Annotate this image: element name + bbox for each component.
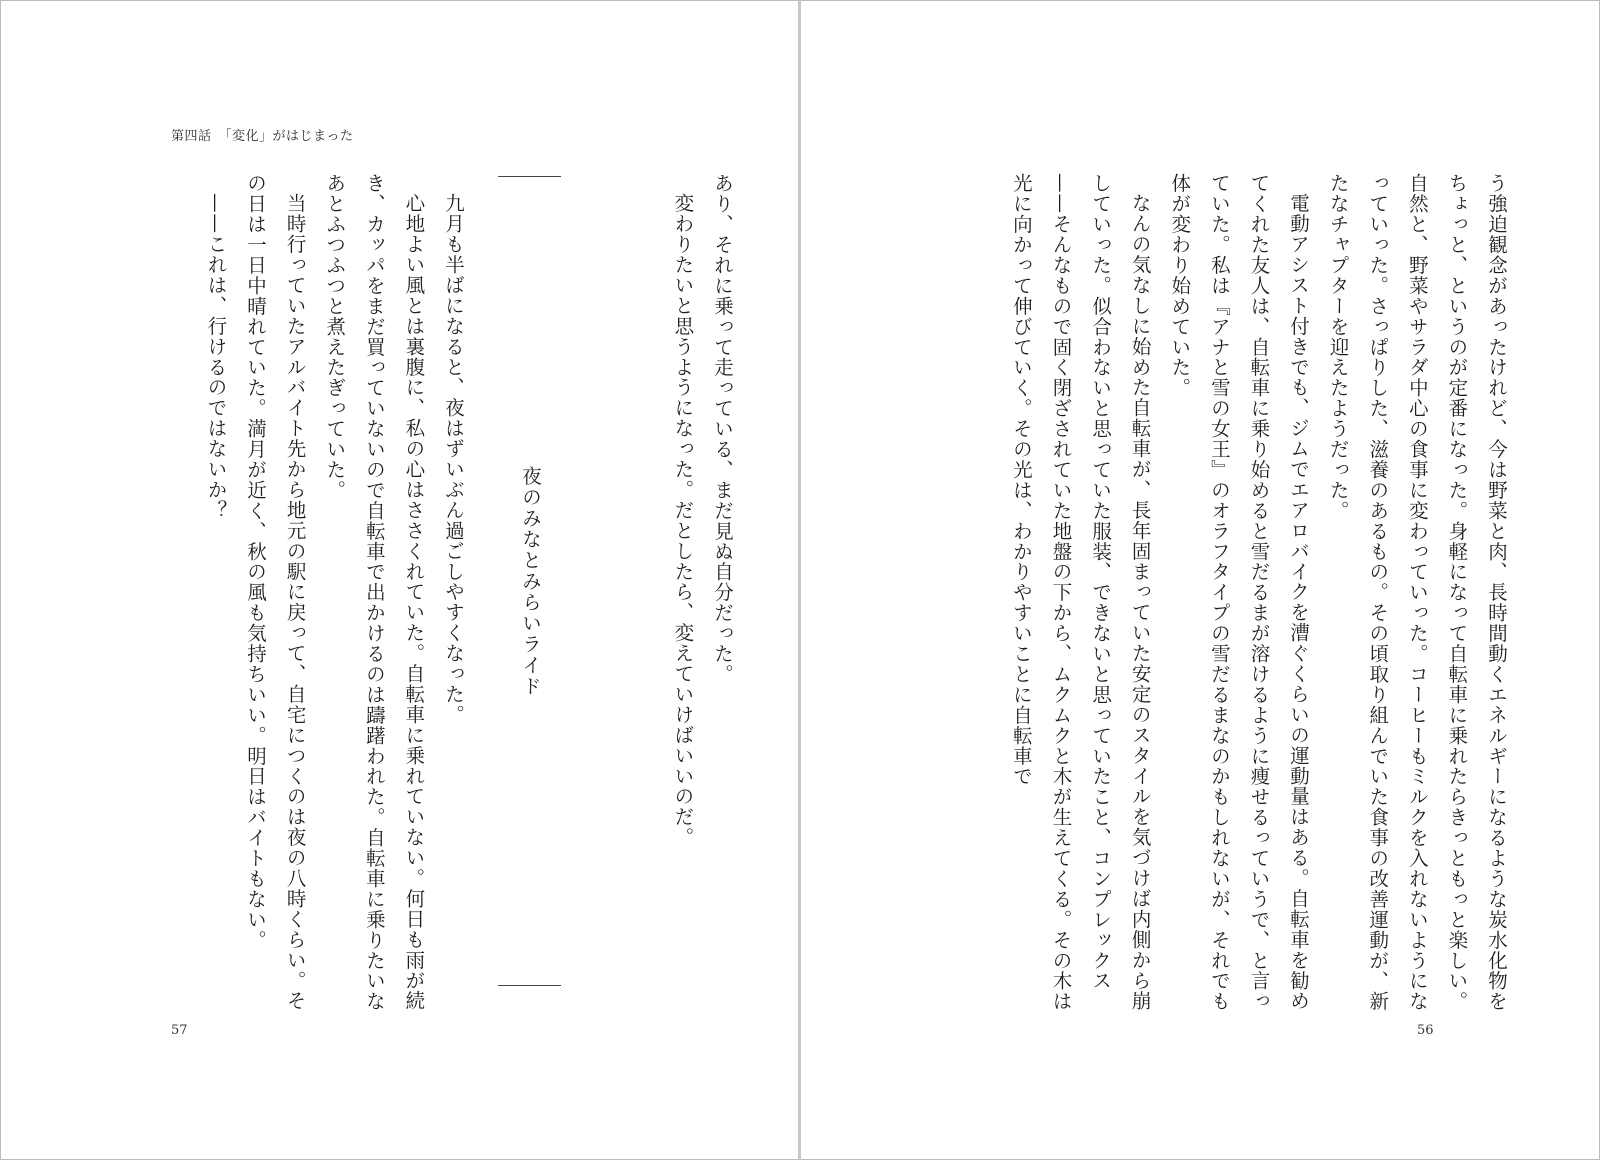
left-body-top	[662, 173, 742, 1013]
paragraph: ——これは、行けるのではないか？	[204, 192, 228, 520]
paragraph: あり、それに乗って走っている、まだ見ぬ自分だった。	[711, 173, 734, 685]
section-heading-block	[498, 176, 562, 986]
heading-rule-top	[498, 176, 561, 177]
right-body	[881, 173, 1516, 1013]
page-number: 56	[1417, 1023, 1434, 1038]
heading-rule-bottom	[498, 985, 561, 986]
paragraph: 当時行っていたアルバイト先から地元の駅に戻って、自宅につくのは夜の八時くらい。その日は一日中晴れていた。満月が近く、秋の風も気持ちいい。明日はバイトもない。	[244, 173, 307, 1011]
section-heading: 夜のみなとみらいライド	[519, 466, 542, 697]
paragraph: 九月も半ばになると、夜はずいぶん過ごしやすくなった。	[442, 192, 465, 725]
left-page	[1, 1, 799, 1159]
paragraph: 心地よい風とは裏腹に、私の心はささくれていた。自転車に乗れていない。何日も雨が続き、カッパをまだ買っていないので自転車で出かけるのは躊躇われた。自転車に乗りたいなあとふつふつと煮えたぎっていた。	[323, 173, 426, 1012]
paragraph: 電動アシスト付きでも、ジムでエアロバイクを漕ぐくらいの運動量はある。自転車を勧めてくれた友人は、自転車に乗り始めると雪だるまが溶けるように痩せるっていうで、と言っていた。私は『アナと雪の女王』のオラフタイプの雪だるまなのかもしれないが、それでも体が変わり始めていた。	[1168, 173, 1311, 1012]
paragraph: う強迫観念があったけれど、今は野菜と肉、長時間動くエネルギーになるような炭水化物をちょっと、というのが定番になった。身軽になって自転車に乗れたらきっともっと楽しい。自然と、野菜やサラダ中心の食事に変わっていった。コーヒーもミルクを入れないようになっていった。さっぱりした、滋養のあるもの。その頃取り組んでいた食事の改善運動が、新たなチャプターを迎えたようだった。	[1326, 173, 1508, 1012]
right-page	[801, 1, 1599, 1159]
paragraph: 変わりたいと思うようになった。だとしたら、変えていけばいいのだ。	[671, 192, 695, 847]
left-body-bottom	[171, 173, 473, 1013]
page-number: 57	[171, 1023, 188, 1038]
running-head: 第四話 「変化」がはじまった	[171, 129, 354, 144]
paragraph: なんの気なしに始めた自転車が、長年固まっていた安定のスタイルを気づけば内側から崩していった。似合わないと思っていた服装、できないと思っていたこと、コンプレックス——そんなもので固く閉ざされていた地盤の下から、ムクムクと木が生えてくる。その木は光に向かって伸びていく。その光は、わかりやすいことに自転車で	[1009, 173, 1152, 1012]
